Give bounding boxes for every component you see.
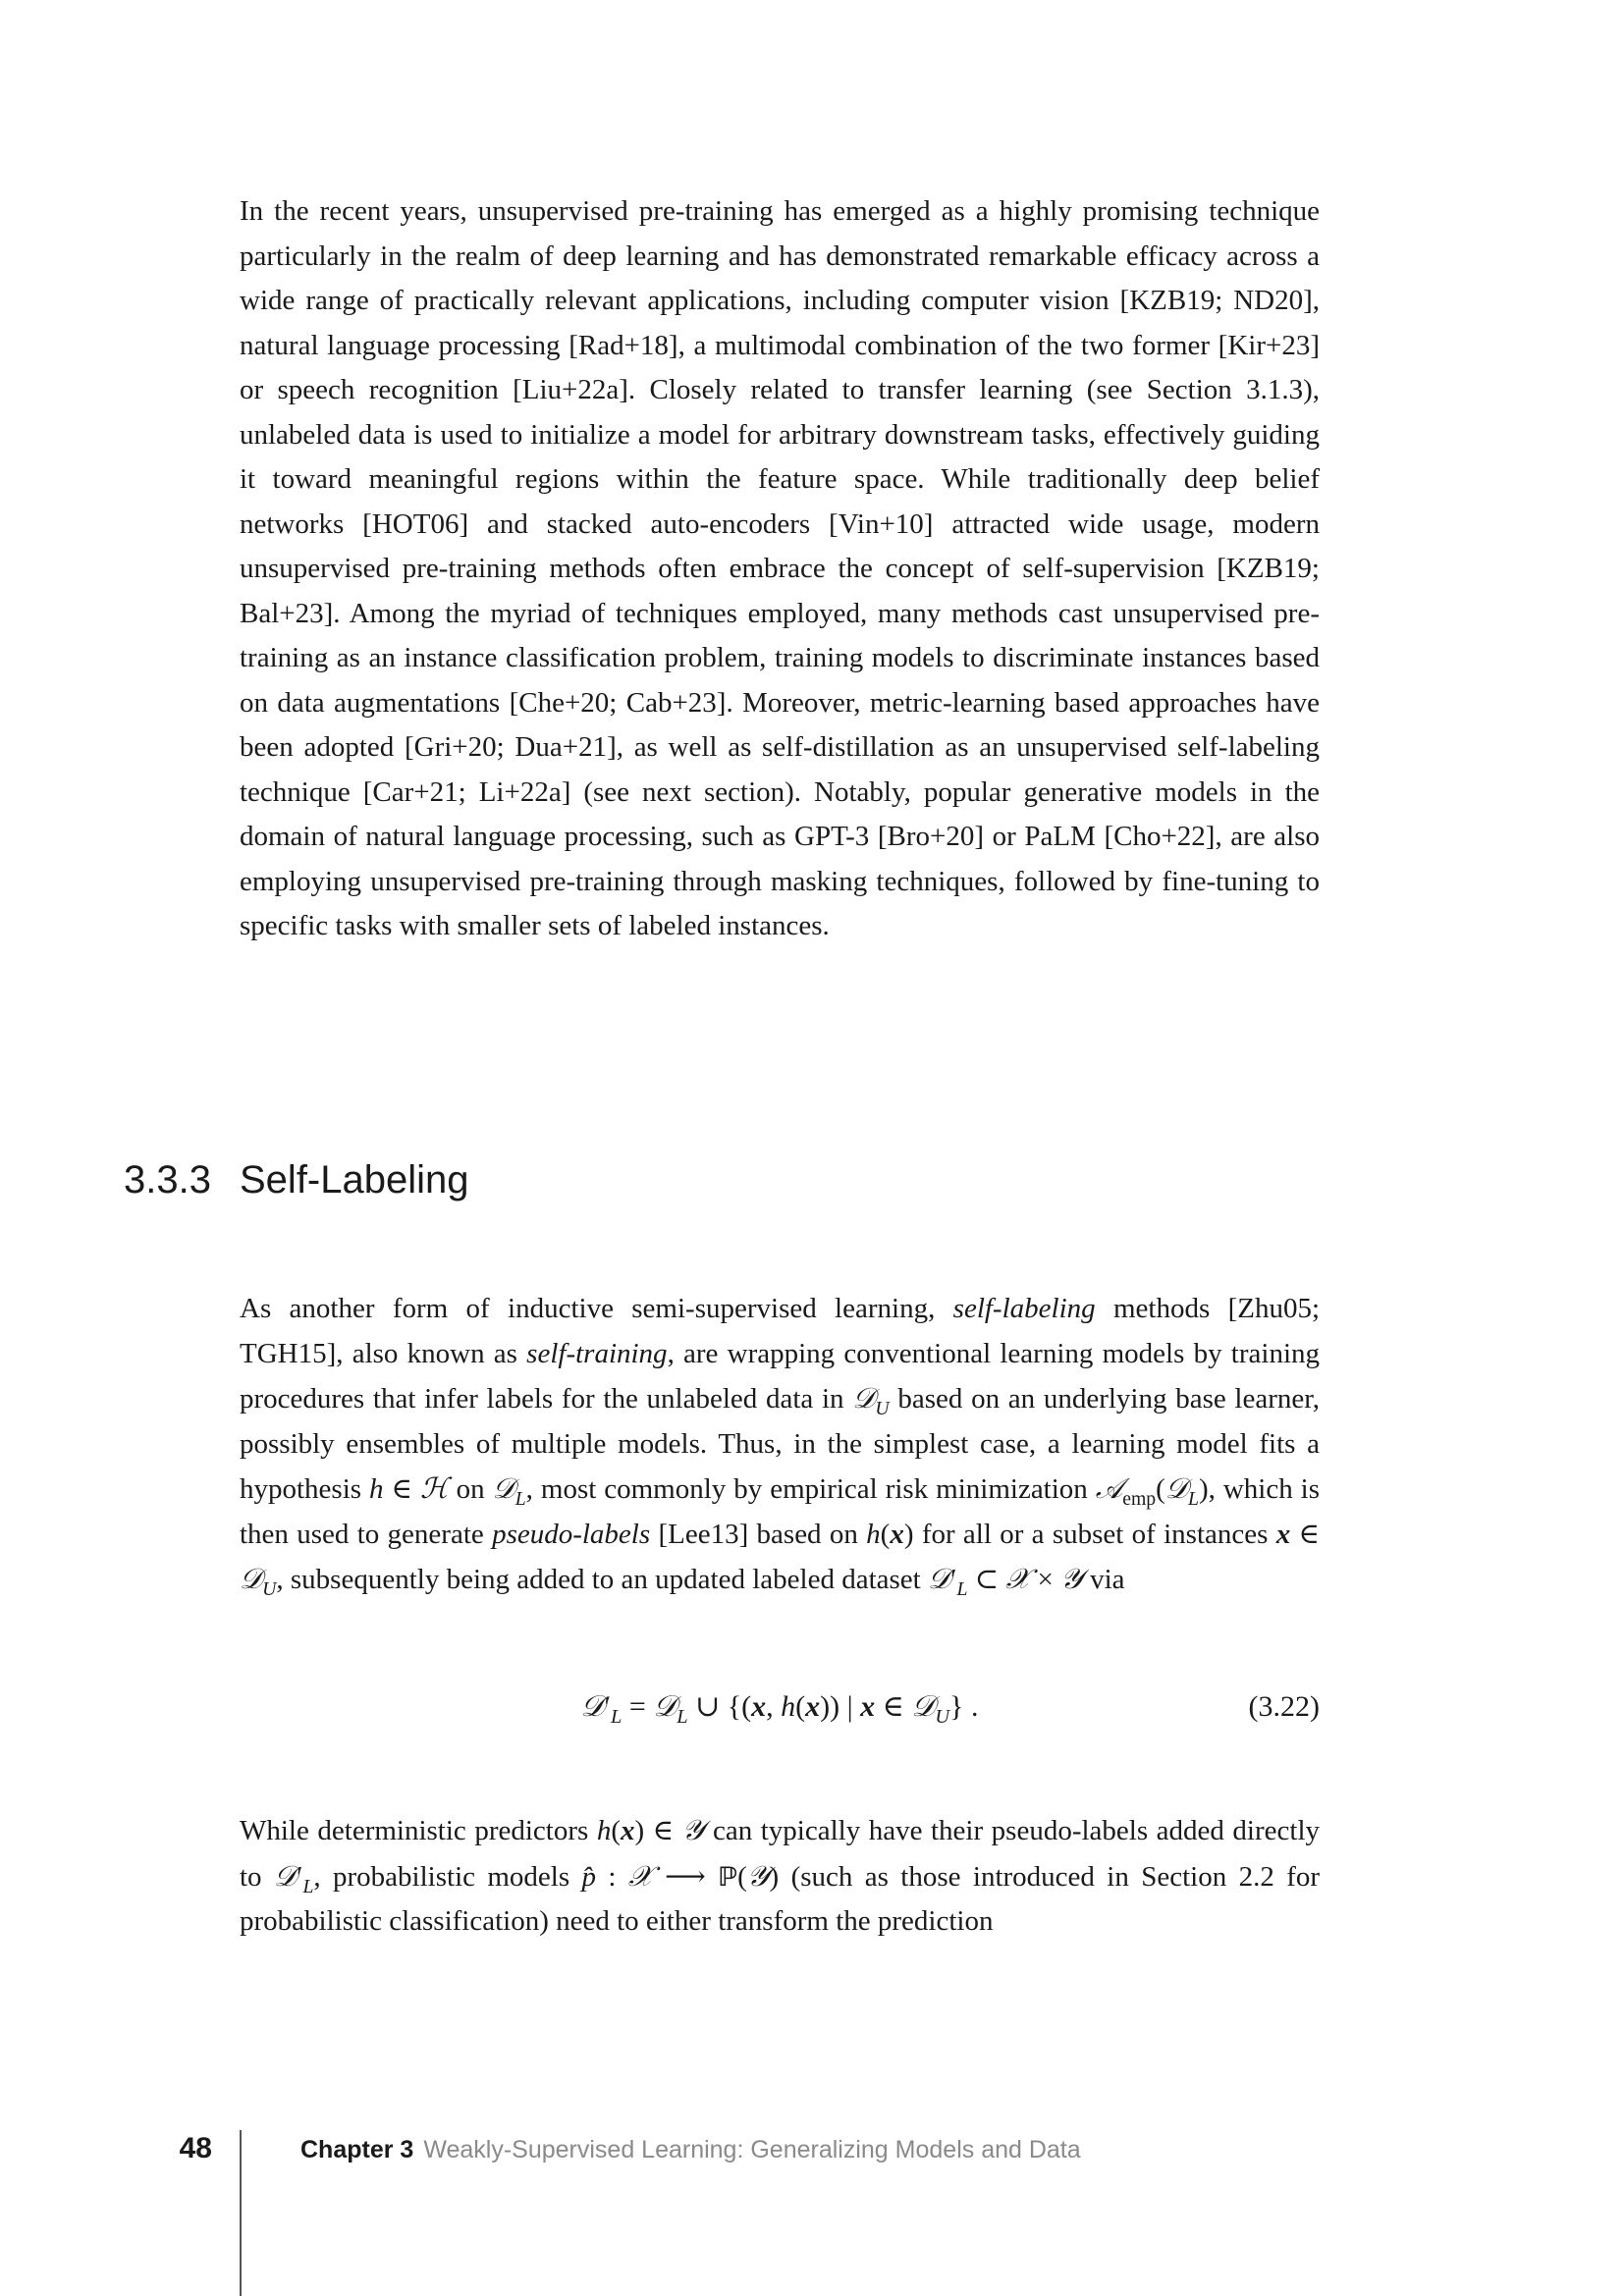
text-run: can typically have their pseudo-labels added directly to (240, 1815, 1321, 1893)
math-updated-labeled-set: $𝒟'_L$ (273, 1858, 314, 1897)
equation-3-22 (240, 1682, 1320, 1732)
text-run: on (448, 1473, 493, 1505)
text-run: , probabilistic models (313, 1860, 582, 1893)
text-run: [Lee13] based on (650, 1518, 867, 1550)
text-run: based on an underlying base learner, possibly ensembles of multiple models. Thus, in the simplest case, a learning model fits a hypothesis (240, 1383, 1321, 1505)
equation-body: $𝒟'_L$ = 𝒟$_L$ ∪ {(x, h(x)) | x ∈ 𝒟$_U$} . (580, 1689, 979, 1728)
math-updated-set: $𝒟'_L$ ⊂ 𝒳 × 𝒴 (927, 1562, 1083, 1600)
text-run: via (1082, 1564, 1125, 1595)
text-run: , which is then used to generate (240, 1473, 1321, 1550)
math-h-of-x: h(x) (866, 1518, 914, 1550)
text-run: , subsequently being added to an updated labeled dataset (276, 1564, 928, 1595)
equation-number: (3.22) (1248, 1690, 1320, 1723)
emphasis-pseudo-labels: pseudo-labels (492, 1518, 651, 1550)
paragraph-self-labeling (240, 1287, 1320, 1603)
math-unlabeled-set: 𝒟$_U$ (852, 1381, 890, 1419)
section-number: 3.3.3 (124, 1158, 211, 1201)
text-run: , most commonly by empirical risk minimization (525, 1473, 1096, 1505)
math-erm: 𝒜$_{emp}$(𝒟$_L$) (1095, 1471, 1209, 1510)
math-h-in-y: h(x) ∈ 𝒴 (596, 1813, 705, 1846)
math-hypothesis: h ∈ ℋ (369, 1471, 449, 1505)
text-run: , are wrapping conventional learning models by training procedures that infer labels for the unlabeled data in (240, 1337, 1320, 1415)
text-run: While deterministic predictors (240, 1815, 597, 1846)
section-title: Self-Labeling (240, 1158, 469, 1201)
running-head (300, 2136, 1081, 2164)
text-run: methods [Zhu05; TGH15], also known as (240, 1293, 1320, 1369)
paragraph-text: In the recent years, unsupervised pre-training has emerged as a highly promising technique particularly in the realm of deep learning and has demonstrated remarkable efficacy across a wide range of practically relevant applications, including computer vision [KZB19; ND20], natural language processing [Rad+18], a multimodal combination of the two former [Kir+23] or speech recognition [Liu+22a]. Closely related to transfer learning (see Section 3.1.3), unlabeled data is used to initialize a model for arbitrary downstream tasks, effectively guiding it toward meaningful regions within the feature space. While traditionally deep belief networks [HOT06] and stacked auto-encoders [Vin+10] attracted wide usage, modern unsupervised pre-training methods often embrace the concept of self-supervision [KZB19; Bal+23]. Among the myriad of techniques employed, many methods cast unsupervised pre-training as an instance classification problem, training models to discriminate instances based on data augmentations [Che+20; Cab+23]. Moreover, metric-learning based approaches have been adopted [Gri+20; Dua+21], as well as self-distillation as an unsupervised self-labeling technique [Car+21; Li+22a] (see next section). Notably, popular generative models in the domain of natural language processing, such as GPT-3 [Bro+20] or PaLM [Cho+22], are also employing unsupervised pre-training through masking techniques, followed by fine-tuning to specific tasks with smaller sets of labeled instances. (240, 195, 1320, 941)
chapter-title: Weakly-Supervised Learning: Generalizing Models and Data (423, 2136, 1081, 2163)
text-run: As another form of inductive semi-supervised learning, (240, 1293, 953, 1324)
section-heading (124, 1158, 469, 1202)
chapter-label: Chapter 3 (300, 2136, 414, 2163)
math-x-in-du: x ∈ 𝒟$_U$ (240, 1518, 1321, 1600)
text-run: for all or a subset of instances (913, 1518, 1276, 1550)
emphasis-self-labeling: self-labeling (952, 1293, 1096, 1324)
paragraph-unsupervised-pretraining (240, 189, 1320, 949)
text-run: (such as those introduced in Section 2.2 for probabilistic classification) need to either transform the prediction (240, 1860, 1321, 1937)
page-number: 48 (179, 2132, 212, 2164)
paragraph-probabilistic-models (240, 1808, 1320, 1945)
math-labeled-set: 𝒟$_L$ (492, 1471, 526, 1510)
emphasis-self-training: self-training (526, 1337, 668, 1369)
footer-rule (240, 2130, 242, 2296)
math-probabilistic-model: p̂ : 𝒳 ⟶ ℙ(𝒴) (581, 1858, 780, 1893)
